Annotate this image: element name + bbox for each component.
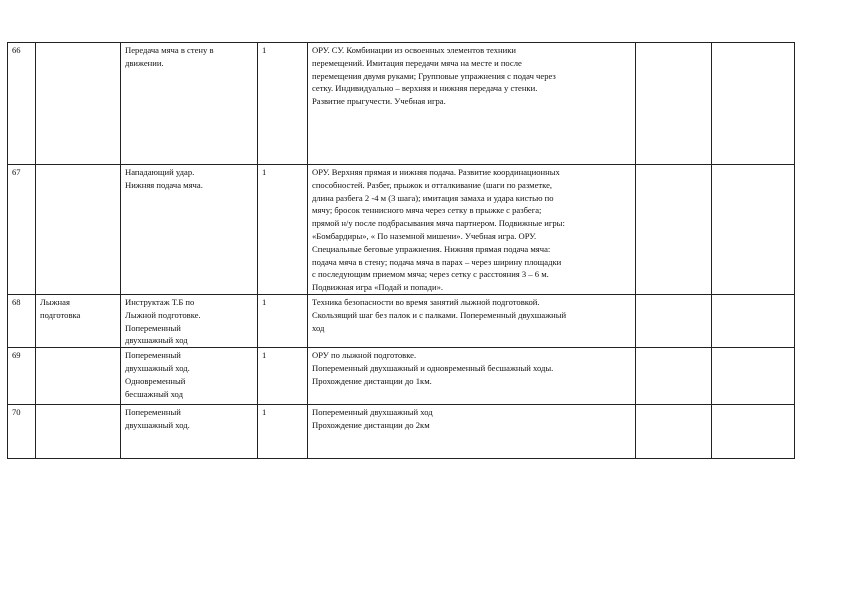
content-line: Попеременный двухшажный и одновременный бесшажный ходы. bbox=[312, 362, 554, 373]
content-line: ОРУ. СУ. Комбинации из освоенных элементов техники bbox=[312, 45, 517, 55]
lesson-number-cell: 68 bbox=[8, 294, 36, 347]
table-row bbox=[8, 405, 795, 459]
topic-line: двухшажный ход bbox=[125, 335, 188, 346]
content-cell bbox=[308, 294, 636, 347]
content-line: Прохождение дистанции до 2км bbox=[312, 419, 430, 430]
content-line: длина разбега 2 -4 м (3 шага); имитация замаха и удара кистью по bbox=[312, 192, 554, 203]
content-line: ОРУ по лыжной подготовке. bbox=[312, 350, 417, 361]
content-line: «Бомбардиры», « По наземной мишени». Учебная игра. ОРУ. bbox=[312, 230, 537, 241]
topic-line: Передача мяча в стену в bbox=[125, 45, 214, 55]
content-line: Техника безопасности во время занятий лыжной подготовкой. bbox=[312, 296, 540, 307]
topic-line: Попеременный bbox=[125, 322, 181, 333]
hours-cell: 1 bbox=[258, 43, 308, 165]
table-row bbox=[8, 43, 795, 165]
hours-cell: 1 bbox=[258, 165, 308, 295]
topic-line: Лыжной подготовке. bbox=[125, 309, 201, 320]
content-line: способностей. Разбег, прыжок и отталкивание (шаги по разметке, bbox=[312, 179, 553, 190]
empty-cell bbox=[636, 405, 712, 459]
topic-cell bbox=[121, 405, 258, 459]
lesson-plan-table bbox=[7, 42, 795, 459]
topic-line: двухшажный ход. bbox=[125, 362, 190, 373]
topic-line: двухшажный ход. bbox=[125, 419, 190, 430]
topic-cell bbox=[121, 294, 258, 347]
topic-line: Попеременный bbox=[125, 350, 181, 361]
content-line: Специальные беговые упражнения. Нижняя прямая подача мяча: bbox=[312, 243, 551, 254]
content-line: ход bbox=[312, 322, 325, 333]
content-cell bbox=[308, 348, 636, 405]
content-cell bbox=[308, 43, 636, 165]
table-row bbox=[8, 165, 795, 295]
lesson-number-cell: 66 bbox=[8, 43, 36, 165]
content-line: ОРУ. Верхняя прямая и нижняя подача. Развитие координационных bbox=[312, 167, 560, 177]
topic-line: движении. bbox=[125, 57, 164, 68]
content-line: с последующим приемом мяча; через сетку с расстояния 3 – 6 м. bbox=[312, 269, 549, 280]
content-line: Попеременный двухшажный ход bbox=[312, 407, 433, 418]
content-cell bbox=[308, 165, 636, 295]
content-line: сетку. Индивидуально – верхняя и нижняя передача у стенки. bbox=[312, 83, 538, 94]
empty-cell bbox=[712, 294, 795, 347]
table-row bbox=[8, 348, 795, 405]
empty-cell bbox=[712, 405, 795, 459]
section-line: подготовка bbox=[40, 309, 81, 320]
hours-cell: 1 bbox=[258, 348, 308, 405]
content-line: перемещения двумя руками; Групповые упражнения с подач через bbox=[312, 70, 556, 81]
section-line: Лыжная bbox=[40, 296, 70, 307]
content-line: прямой н/у после подбрасывания мяча партнером. Подвижные игры: bbox=[312, 218, 565, 229]
lesson-number-cell: 69 bbox=[8, 348, 36, 405]
topic-line: Нападающий удар. bbox=[125, 167, 195, 177]
content-line: Развитие прыгучести. Учебная игра. bbox=[312, 96, 446, 107]
topic-line: Инструктаж Т.Б по bbox=[125, 296, 195, 307]
table-row bbox=[8, 294, 795, 347]
lesson-number-cell: 67 bbox=[8, 165, 36, 295]
topic-line: бесшажный ход bbox=[125, 388, 183, 399]
empty-cell bbox=[636, 43, 712, 165]
content-line: подача мяча в стену; подача мяча в парах – через ширину площадки bbox=[312, 256, 562, 267]
hours-cell: 1 bbox=[258, 294, 308, 347]
empty-cell bbox=[636, 294, 712, 347]
section-cell bbox=[36, 43, 121, 165]
section-cell bbox=[36, 165, 121, 295]
empty-cell bbox=[636, 165, 712, 295]
section-cell bbox=[36, 405, 121, 459]
content-line: Скользящий шаг без палок и с палками. Попеременный двухшажный bbox=[312, 309, 567, 320]
topic-cell bbox=[121, 165, 258, 295]
topic-cell bbox=[121, 348, 258, 405]
empty-cell bbox=[712, 165, 795, 295]
content-line: мячу; бросок теннисного мяча через сетку в прыжке с разбега; bbox=[312, 205, 542, 216]
section-cell bbox=[36, 294, 121, 347]
table-body bbox=[8, 43, 795, 459]
content-line: Подвижная игра «Подай и попади». bbox=[312, 282, 444, 293]
topic-cell bbox=[121, 43, 258, 165]
empty-cell bbox=[712, 43, 795, 165]
hours-cell: 1 bbox=[258, 405, 308, 459]
empty-cell bbox=[636, 348, 712, 405]
topic-line: Одновременный bbox=[125, 375, 186, 386]
empty-cell bbox=[712, 348, 795, 405]
content-line: перемещений. Имитация передачи мяча на месте и после bbox=[312, 57, 522, 68]
topic-line: Попеременный bbox=[125, 407, 181, 418]
content-line: Прохождение дистанции до 1км. bbox=[312, 375, 432, 386]
content-cell bbox=[308, 405, 636, 459]
lesson-number-cell: 70 bbox=[8, 405, 36, 459]
topic-line: Нижняя подача мяча. bbox=[125, 179, 203, 190]
section-cell bbox=[36, 348, 121, 405]
